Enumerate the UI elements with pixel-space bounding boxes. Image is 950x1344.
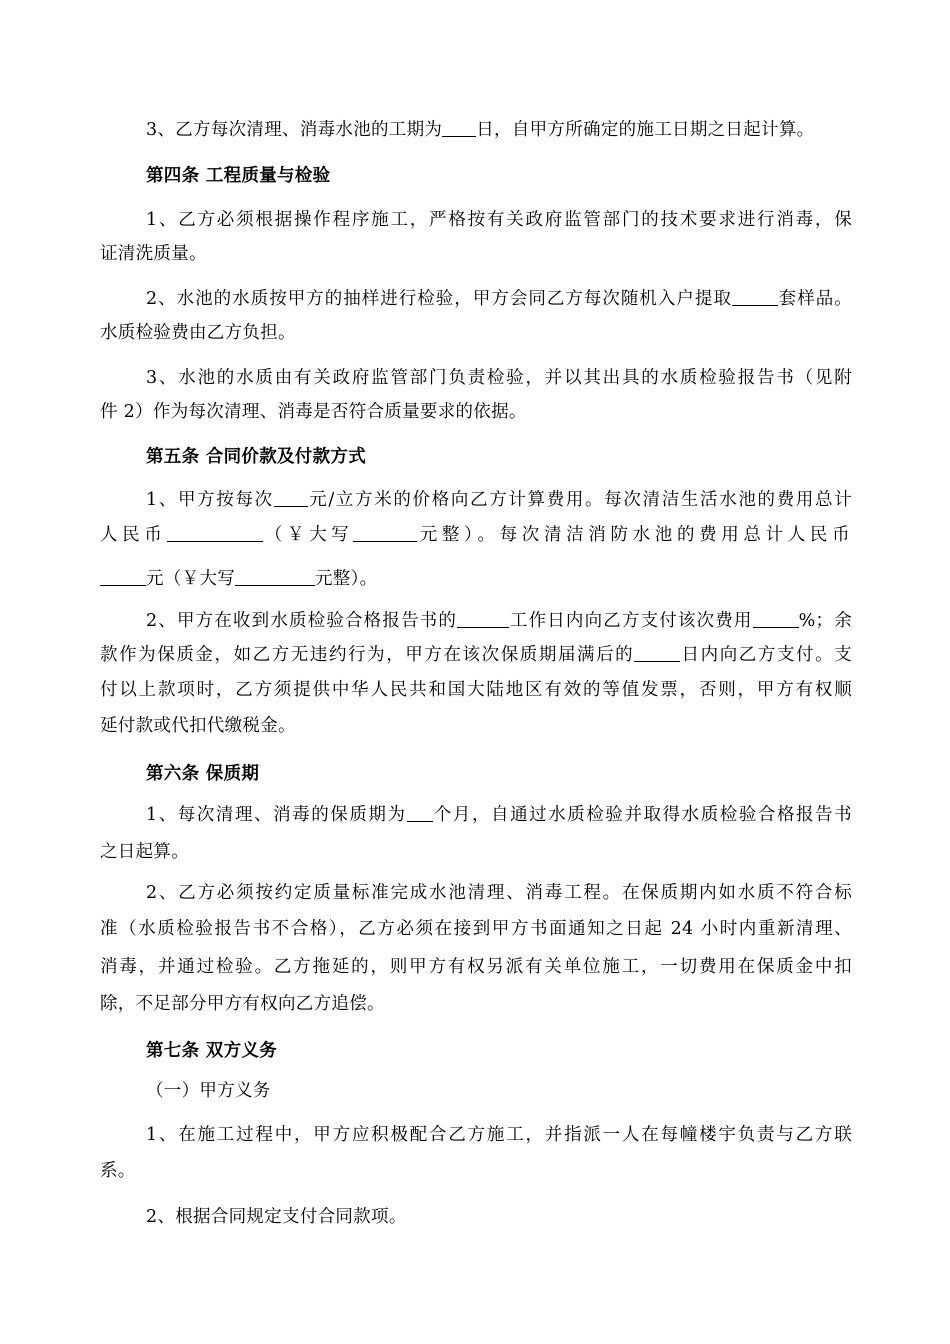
- paragraph-6-2-line-4: 除，不足部分甲方有权向乙方追偿。: [100, 994, 385, 1014]
- text: 工作日内向乙方支付该次费用: [509, 611, 753, 631]
- text: 套样品。: [777, 289, 853, 309]
- text: （￥大写: [262, 525, 354, 545]
- text: 日内向乙方支付。支: [680, 645, 852, 665]
- text: 1、每次清理、消毒的保质期为: [146, 805, 407, 825]
- blank-days[interactable]: [442, 119, 476, 137]
- paragraph-5-2-line-1: [146, 610, 852, 632]
- paragraph-5-1-line-3: [100, 568, 852, 590]
- paragraph-4-2-line-2: 水质检验费由乙方负担。: [100, 323, 296, 343]
- blank-payment-percent[interactable]: [753, 610, 799, 628]
- blank-working-days[interactable]: [457, 610, 509, 628]
- paragraph-6-1-line-2: 之日起算。: [100, 842, 189, 862]
- text: 2、甲方在收到水质检验合格报告书的: [146, 611, 458, 631]
- text: 1、甲方按每次: [146, 490, 274, 510]
- blank-unit-price[interactable]: [274, 489, 308, 507]
- paragraph-5-2-line-3: 付以上款项时，乙方须提供中华人民共和国大陆地区有效的等值发票，否则，甲方有权顺: [100, 680, 852, 700]
- paragraph-7-1-line-2: 系。: [100, 1161, 136, 1181]
- blank-fire-pool-amount[interactable]: [100, 568, 146, 586]
- text: 日，自甲方所确定的施工日期之日起计算。: [476, 120, 815, 140]
- article-6-heading: 第六条 保质期: [146, 764, 260, 784]
- text: 款作为保质金，如乙方无违约行为，甲方在该次保质期届满后的: [100, 645, 635, 665]
- paragraph-5-1-line-1: [146, 489, 852, 511]
- blank-living-pool-amount-words[interactable]: [353, 524, 417, 542]
- paragraph-4-3-line-1: 3、水池的水质由有关政府监管部门负责检验，并以其出具的水质检验报告书（见附: [146, 368, 852, 388]
- paragraph-7-2: 2、根据合同规定支付合同款项。: [146, 1207, 407, 1227]
- paragraph-6-2-line-2: 准（水质检验报告书不合格），乙方必须在接到甲方书面通知之日起 24 小时内重新清理、: [100, 919, 852, 939]
- paragraph-5-2-line-2: [100, 644, 852, 666]
- paragraph-6-1-line-1: [146, 804, 852, 826]
- text: %；余: [798, 611, 853, 631]
- paragraph-6-2-line-3: 消毒，并通过检验。乙方拖延的，则甲方有权另派有关单位施工，一切费用在保质金中扣: [100, 957, 852, 977]
- blank-retention-days[interactable]: [634, 644, 680, 662]
- text: 2、水池的水质按甲方的抽样进行检验，甲方会同乙方每次随机入户提取: [146, 289, 732, 309]
- article-7-heading: 第七条 双方义务: [146, 1041, 277, 1061]
- text: 人民币: [100, 525, 167, 545]
- text: 元（￥大写: [146, 569, 235, 589]
- paragraph-5-2-line-4: 延付款或代扣代缴税金。: [100, 716, 296, 736]
- article-4-heading: 第四条 工程质量与检验: [146, 166, 331, 186]
- paragraph-4-1-line-2: 证清洗质量。: [100, 244, 207, 264]
- paragraph-5-1-line-2: [100, 524, 852, 546]
- blank-living-pool-amount[interactable]: [167, 524, 263, 542]
- subsection-party-a-duties: （一）甲方义务: [146, 1081, 271, 1101]
- article-5-heading: 第五条 合同价款及付款方式: [146, 447, 366, 467]
- text: 元整）。: [315, 569, 378, 589]
- paragraph-4-2-line-1: [146, 288, 852, 310]
- paragraph-6-2-line-1: 2、乙方必须按约定质量标准完成水池清理、消毒工程。在保质期内如水质不符合标: [146, 883, 852, 903]
- blank-fire-pool-amount-words[interactable]: [235, 568, 315, 586]
- text: 元/立方米的价格向乙方计算费用。每次清洁生活水池的费用总计: [307, 490, 853, 510]
- blank-sample-count[interactable]: [732, 288, 778, 306]
- paragraph-work-period: [146, 119, 852, 141]
- paragraph-4-3-line-2: 件 2）作为每次清理、消毒是否符合质量要求的依据。: [100, 402, 527, 422]
- paragraph-7-1-line-1: 1、在施工过程中，甲方应积极配合乙方施工，并指派一人在每幢楼宇负责与乙方联: [146, 1125, 852, 1145]
- text: 3、乙方每次清理、消毒水池的工期为: [146, 120, 443, 140]
- text: 元整）。每次清洁消防水池的费用总计人民币: [417, 525, 852, 545]
- blank-warranty-months[interactable]: [407, 804, 433, 822]
- paragraph-4-1-line-1: 1、乙方必须根据操作程序施工，严格按有关政府监管部门的技术要求进行消毒，保: [146, 210, 852, 230]
- text: 个月，自通过水质检验并取得水质检验合格报告书: [432, 805, 852, 825]
